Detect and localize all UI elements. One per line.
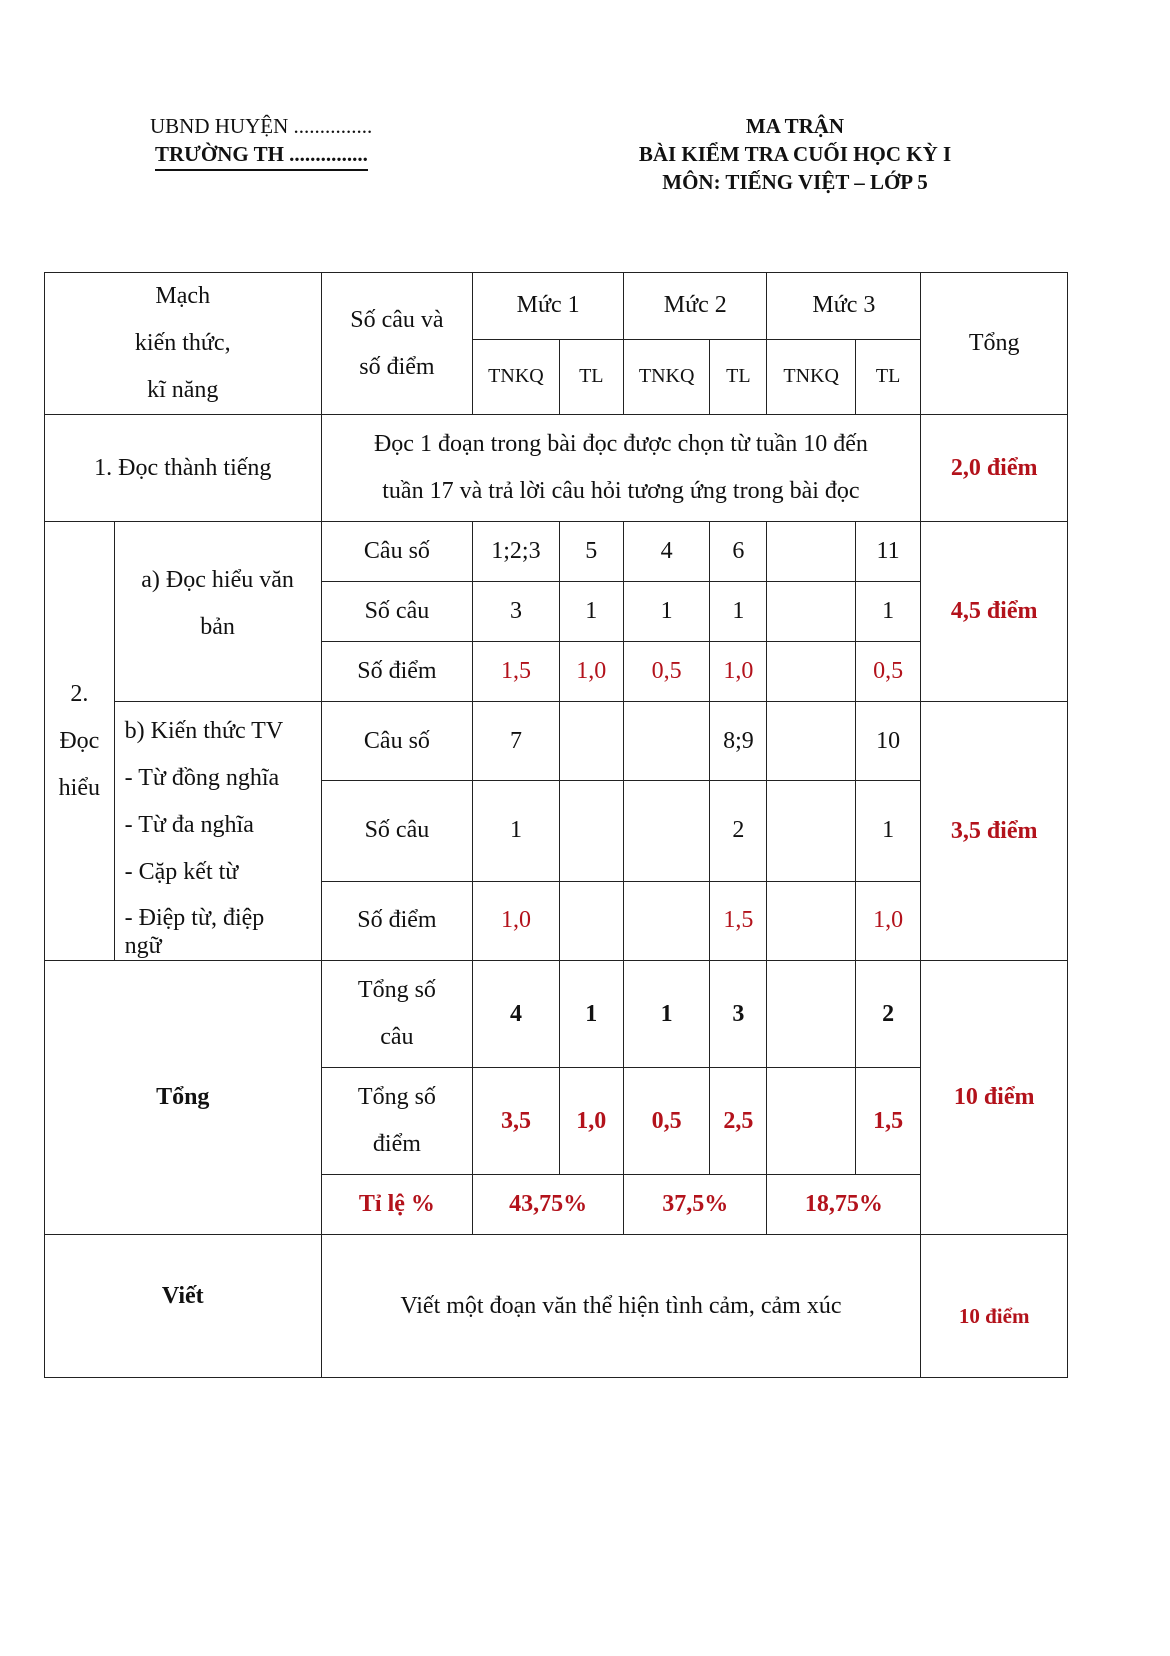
- cell: [767, 881, 855, 960]
- cell: 1,0: [559, 642, 623, 702]
- cell: 1: [559, 582, 623, 642]
- row-label: Số điểm: [321, 642, 473, 702]
- cell: 1,0: [855, 881, 920, 960]
- cell: 1,5: [473, 642, 559, 702]
- section-a-total: 4,5 điểm: [921, 522, 1068, 702]
- summary-ratio-1: 43,75%: [473, 1175, 624, 1235]
- writing-label: Viết: [45, 1235, 322, 1378]
- header-left: [150, 112, 372, 171]
- doc-subject: MÔN: TIẾNG VIỆT – LỚP 5: [662, 170, 928, 194]
- cell: [624, 781, 710, 882]
- summary-label: Tổng: [45, 961, 322, 1235]
- summary-ratio-2: 37,5%: [624, 1175, 767, 1235]
- cell: [559, 781, 623, 882]
- summary-ratio-3: 18,75%: [767, 1175, 921, 1235]
- col-tnkq-2: TNKQ: [624, 339, 710, 414]
- summary-count: [767, 961, 855, 1068]
- cell: 4: [624, 522, 710, 582]
- writing-total: 10 điểm: [921, 1235, 1068, 1378]
- col-level-1: Mức 1: [473, 273, 624, 340]
- col-total: Tổng: [921, 273, 1068, 415]
- reading-aloud-total: 2,0 điểm: [921, 415, 1068, 522]
- cell: 2: [710, 781, 767, 882]
- summary-count: 1: [559, 961, 623, 1068]
- cell: [624, 702, 710, 781]
- district-line: UBND HUYỆN ...............: [150, 114, 373, 138]
- section-a-label: a) Đọc hiểu văn bản: [114, 522, 321, 702]
- summary-count: 1: [624, 961, 710, 1068]
- cell: 6: [710, 522, 767, 582]
- cell: 5: [559, 522, 623, 582]
- cell: 8;9: [710, 702, 767, 781]
- row-label: Số câu: [321, 781, 473, 882]
- cell: 7: [473, 702, 559, 781]
- cell: [624, 881, 710, 960]
- cell: 1: [855, 582, 920, 642]
- cell: 0,5: [624, 642, 710, 702]
- cell: 1,5: [710, 881, 767, 960]
- col-tl-3: TL: [855, 339, 920, 414]
- cell: 1,0: [473, 881, 559, 960]
- cell: [767, 781, 855, 882]
- section-b-total: 3,5 điểm: [921, 702, 1068, 961]
- cell: 1: [473, 781, 559, 882]
- summary-count-label: Tổng số câu: [321, 961, 473, 1068]
- doc-title: MA TRẬN: [745, 114, 845, 138]
- cell: 1: [855, 781, 920, 882]
- summary-points: 1,5: [855, 1068, 920, 1175]
- cell: [559, 702, 623, 781]
- cell: 1: [624, 582, 710, 642]
- summary-count: 4: [473, 961, 559, 1068]
- row-label: Câu số: [321, 522, 473, 582]
- summary-count: 3: [710, 961, 767, 1068]
- summary-points-label: Tổng số điểm: [321, 1068, 473, 1175]
- reading-aloud-label: 1. Đọc thành tiếng: [45, 415, 322, 522]
- col-count: Số câu và số điểm: [321, 273, 473, 415]
- header-right: [560, 112, 1030, 196]
- col-knowledge: Mạch kiến thức, kĩ năng: [45, 273, 322, 415]
- writing-desc: Viết một đoạn văn thể hiện tình cảm, cảm xúc: [321, 1235, 921, 1378]
- col-tnkq-3: TNKQ: [767, 339, 855, 414]
- cell: [767, 642, 855, 702]
- row-label: Câu số: [321, 702, 473, 781]
- cell: [767, 522, 855, 582]
- col-level-2: Mức 2: [624, 273, 767, 340]
- col-tnkq-1: TNKQ: [473, 339, 559, 414]
- cell: [767, 582, 855, 642]
- col-tl-2: TL: [710, 339, 767, 414]
- summary-ratio-label: Tỉ lệ %: [321, 1175, 473, 1235]
- cell: 11: [855, 522, 920, 582]
- cell: 3: [473, 582, 559, 642]
- summary-points: [767, 1068, 855, 1175]
- summary-points: 2,5: [710, 1068, 767, 1175]
- summary-points: 3,5: [473, 1068, 559, 1175]
- reading-aloud-desc: Đọc 1 đoạn trong bài đọc được chọn từ tuần 10 đến tuần 17 và trả lời câu hỏi tương ứng trong bài đọc: [321, 415, 921, 522]
- summary-points: 0,5: [624, 1068, 710, 1175]
- cell: 10: [855, 702, 920, 781]
- col-tl-1: TL: [559, 339, 623, 414]
- summary-total: 10 điểm: [921, 961, 1068, 1235]
- school-line: TRƯỜNG TH ...............: [155, 140, 368, 171]
- matrix-table: [44, 272, 1068, 1378]
- doc-subtitle: BÀI KIỂM TRA CUỐI HỌC KỲ I: [638, 142, 952, 166]
- cell: [767, 702, 855, 781]
- row-label: Số câu: [321, 582, 473, 642]
- section-b-label: b) Kiến thức TV - Từ đồng nghĩa - Từ đa nghĩa - Cặp kết từ - Điệp từ, điệp ngữ: [114, 702, 321, 961]
- cell: [559, 881, 623, 960]
- cell: 0,5: [855, 642, 920, 702]
- summary-count: 2: [855, 961, 920, 1068]
- summary-points: 1,0: [559, 1068, 623, 1175]
- row-label: Số điểm: [321, 881, 473, 960]
- col-level-3: Mức 3: [767, 273, 921, 340]
- comprehension-label: 2. Đọc hiểu: [45, 522, 115, 961]
- cell: 1,0: [710, 642, 767, 702]
- cell: 1: [710, 582, 767, 642]
- cell: 1;2;3: [473, 522, 559, 582]
